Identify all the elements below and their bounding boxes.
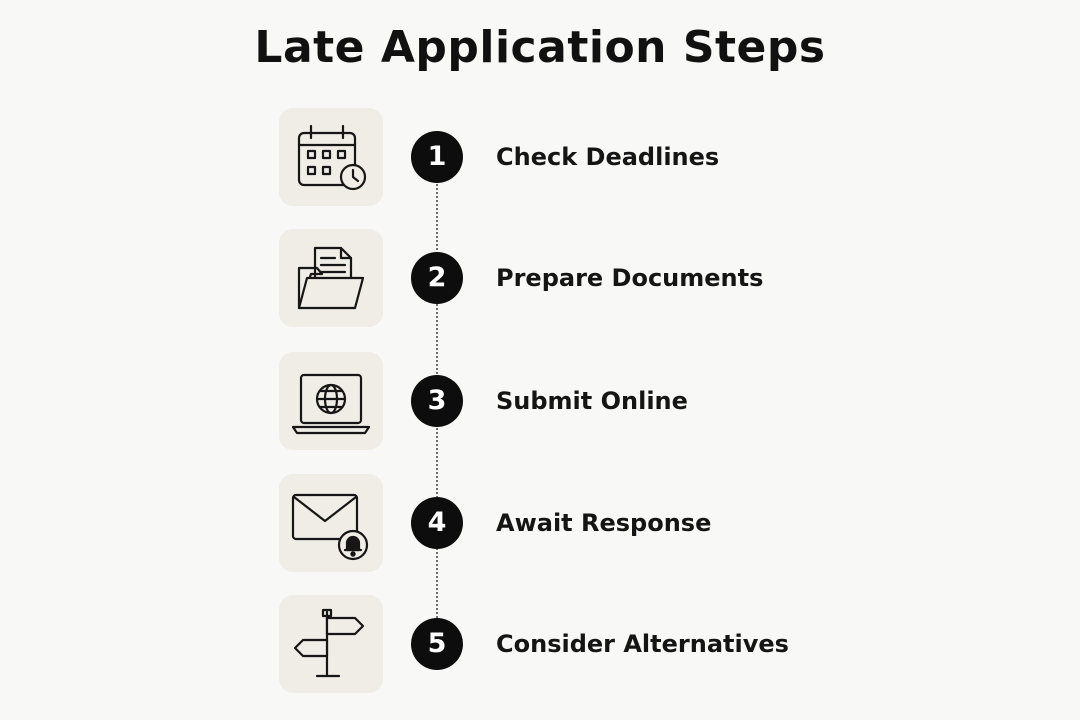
folder-document-icon [279, 229, 383, 327]
step-3 [0, 352, 1080, 450]
envelope-bell-icon [279, 474, 383, 572]
step-label: Await Response [496, 509, 712, 537]
step-1 [0, 108, 1080, 206]
step-label: Check Deadlines [496, 143, 720, 171]
step-label: Submit Online [496, 387, 688, 415]
step-number-badge: 5 [411, 618, 463, 670]
laptop-globe-icon [279, 352, 383, 450]
step-number-badge: 1 [411, 131, 463, 183]
step-label: Consider Alternatives [496, 630, 789, 658]
step-label: Prepare Documents [496, 264, 764, 292]
calendar-clock-icon [279, 108, 383, 206]
step-number-badge: 3 [411, 375, 463, 427]
page-title: Late Application Steps [254, 22, 826, 73]
step-number-badge: 4 [411, 497, 463, 549]
step-4 [0, 474, 1080, 572]
signpost-icon [279, 595, 383, 693]
step-5 [0, 595, 1080, 693]
step-number-badge: 2 [411, 252, 463, 304]
step-2 [0, 229, 1080, 327]
